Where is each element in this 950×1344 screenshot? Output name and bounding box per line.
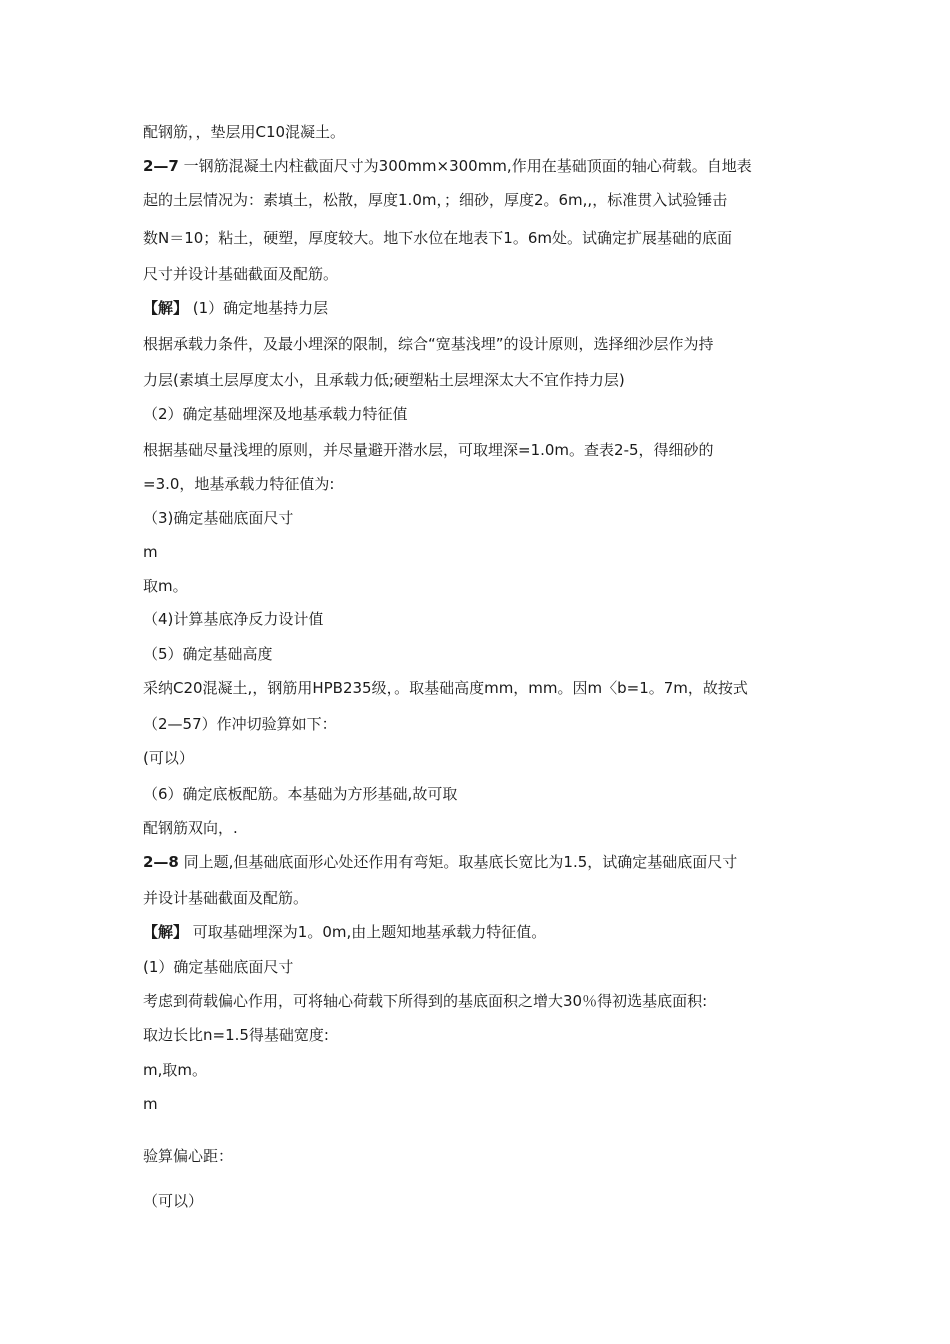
text-line: （2—57）作冲切验算如下： bbox=[143, 715, 337, 733]
problem-heading-line: 2—8 同上题,但基础底面形心处还作用有弯矩。取基底长宽比为1.5，试确定基础底面尺寸 bbox=[143, 853, 738, 871]
text-line: （6）确定底板配筋。本基础为方形基础,故可取 bbox=[143, 785, 458, 803]
text-line: 尺寸并设计基础截面及配筋。 bbox=[143, 265, 339, 283]
solution-label: 【解】 bbox=[143, 923, 189, 941]
problem-number: 2—8 bbox=[143, 853, 179, 871]
text-line: （3)确定基础底面尺寸 bbox=[143, 509, 294, 527]
text-line: 考虑到荷载偏心作用，可将轴心荷载下所得到的基底面积之增大30％得初选基底面积: bbox=[143, 992, 708, 1010]
text-line: (可以） bbox=[143, 749, 194, 767]
text-line: 验算偏心距： bbox=[143, 1147, 234, 1165]
solution-heading-line: 【解】 (1）确定地基持力层 bbox=[143, 299, 329, 317]
problem-number: 2—7 bbox=[143, 157, 179, 175]
text-line: 起的土层情况为：素填土，松散，厚度1.0m，；细砂，厚度2。6m,,，标准贯入试验锤击 bbox=[143, 191, 728, 209]
text-line: 采纳C20混凝土,，钢筋用HPB235级，。取基础高度mm，mm。因m〈b=1。7m，故按式 bbox=[143, 679, 748, 697]
text-line: =3.0，地基承载力特征值为: bbox=[143, 475, 335, 493]
text-line: 配钢筋双向，. bbox=[143, 819, 238, 837]
text-line: （2）确定基础埋深及地基承载力特征值 bbox=[143, 405, 408, 423]
text-line: 力层(素填土层厚度太小，且承载力低;硬塑粘土层埋深太大不宜作持力层) bbox=[143, 371, 625, 389]
text-line: 根据承载力条件，及最小埋深的限制，综合“宽基浅埋”的设计原则，选择细沙层作为持 bbox=[143, 335, 714, 353]
solution-heading-line: 【解】 可取基础埋深为1。0m,由上题知地基承载力特征值。 bbox=[143, 923, 547, 941]
text-line: m bbox=[143, 543, 158, 561]
text-line: (1）确定基础底面尺寸 bbox=[143, 958, 294, 976]
text-line: m bbox=[143, 1095, 158, 1113]
text-line: 并设计基础截面及配筋。 bbox=[143, 889, 309, 907]
text-line: （5）确定基础高度 bbox=[143, 645, 273, 663]
text-line: 配钢筋，，垫层用C10混凝土。 bbox=[143, 123, 346, 141]
text-line: （4)计算基底净反力设计值 bbox=[143, 610, 324, 628]
text-line: （可以） bbox=[143, 1192, 204, 1210]
solution-label: 【解】 bbox=[143, 299, 189, 317]
text-line: m,取m。 bbox=[143, 1061, 207, 1079]
text-line: 根据基础尽量浅埋的原则，并尽量避开潜水层，可取埋深=1.0m。查表2-5，得细砂的 bbox=[143, 441, 714, 459]
text-line: 取m。 bbox=[143, 577, 188, 595]
text-line: 数N＝10；粘土，硬塑，厚度较大。地下水位在地表下1。6m处。试确定扩展基础的底面 bbox=[143, 229, 733, 247]
text-line: 取边长比n=1.5得基础宽度: bbox=[143, 1026, 329, 1044]
problem-heading-line: 2—7 一钢筋混凝土内柱截面尺寸为300mm×300mm,作用在基础顶面的轴心荷载。自地表 bbox=[143, 157, 752, 175]
